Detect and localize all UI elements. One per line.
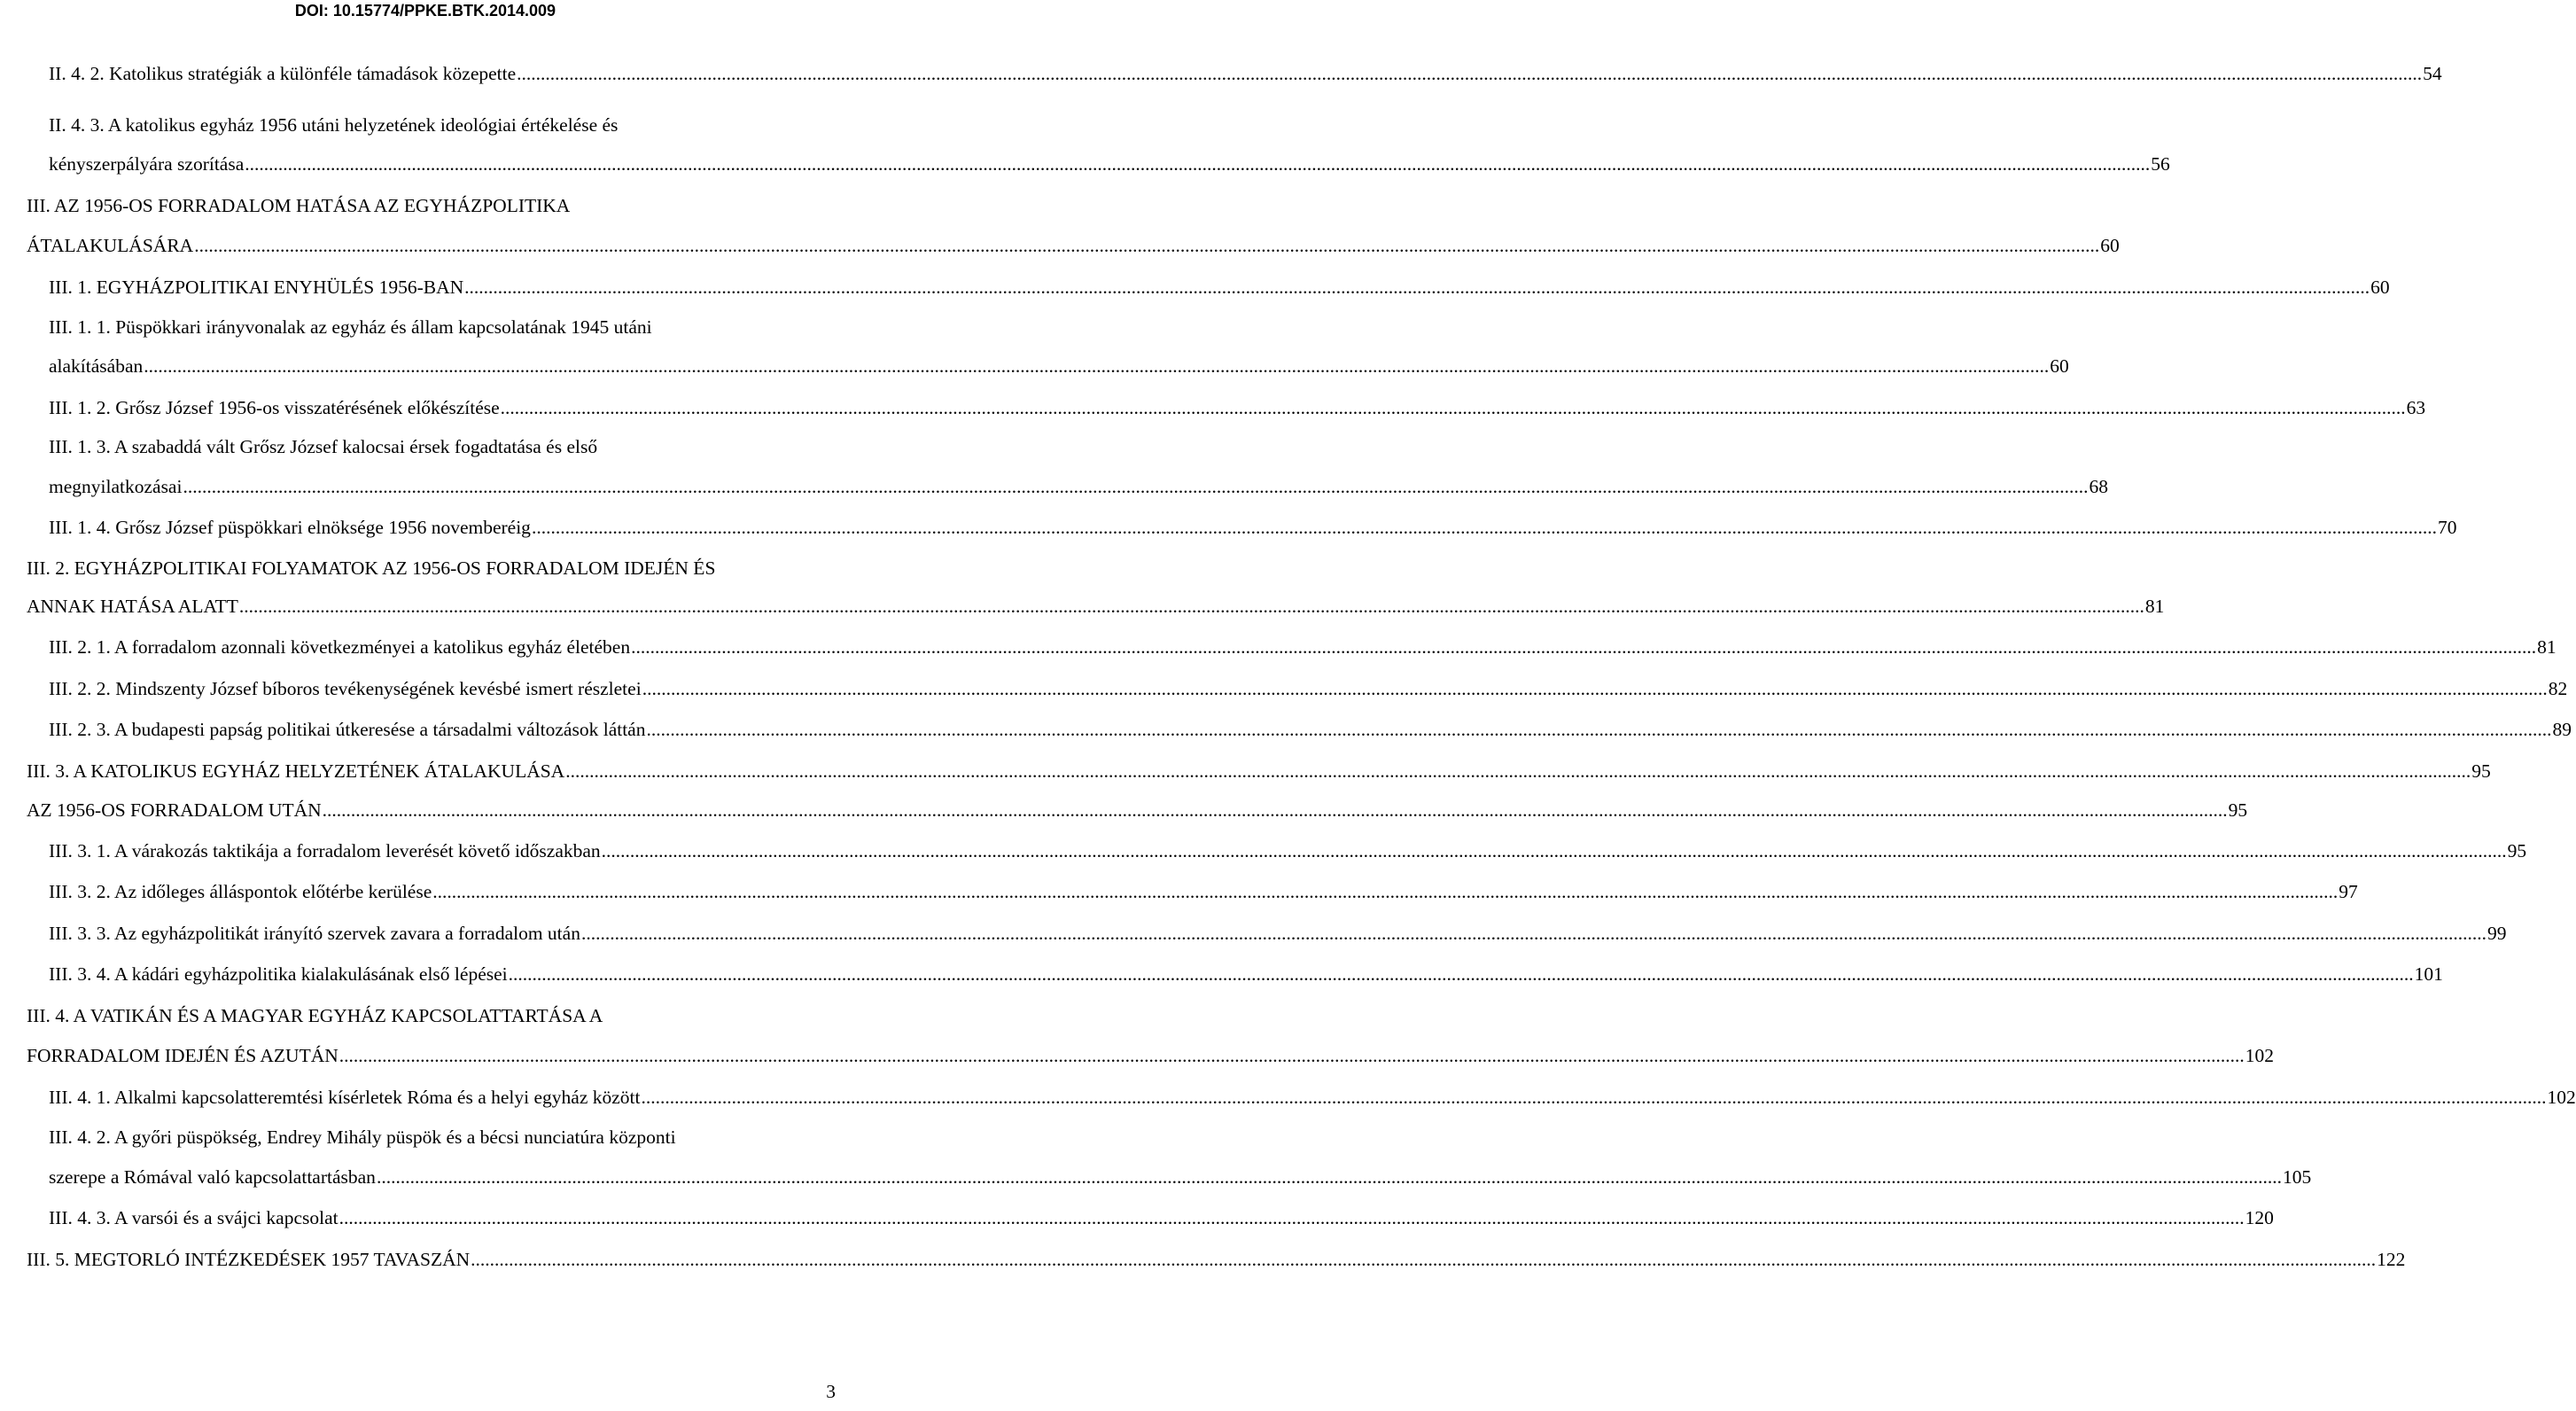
toc-entry-page: 95 <box>2507 840 2527 861</box>
toc-entry[interactable] <box>49 839 2527 862</box>
toc-entry[interactable] <box>27 595 2165 618</box>
toc-entry-title: III. 3. 3. Az egyházpolitikát irányító szervek zavara a forradalom után <box>49 923 580 944</box>
toc-entry[interactable] <box>27 760 2491 783</box>
toc-entry-page: 89 <box>2552 719 2572 740</box>
toc-entry-page: 102 <box>2245 1045 2275 1066</box>
toc-leader-dots: ................................................................................................................................................................................................................................................................................................................................................................................................................ <box>517 63 2423 84</box>
toc-entry[interactable] <box>27 1044 2275 1067</box>
toc-entry-title: alakításában <box>49 355 144 377</box>
toc-entry[interactable] <box>27 234 2120 257</box>
toc-leader-dots: ................................................................................................................................................................................................................................................................................................................................................................................................................ <box>194 235 2100 256</box>
toc-leader-dots: ................................................................................................................................................................................................................................................................................................................................................................................................................ <box>464 277 2370 298</box>
toc-entry-page: 81 <box>2144 596 2165 617</box>
toc-leader-dots: ................................................................................................................................................................................................................................................................................................................................................................................................................ <box>508 963 2414 985</box>
toc-entry-title: III. 2. 2. Mindszenty József bíboros tevékenységének kevésbé ismert részletei <box>49 678 642 699</box>
toc-entry-title: III. 3. 1. A várakozás taktikája a forradalom leverését követő időszakban <box>49 840 601 861</box>
toc-leader-dots: ................................................................................................................................................................................................................................................................................................................................................................................................................ <box>376 1166 2282 1188</box>
toc-entry-title: ÁTALAKULÁSÁRA <box>27 235 194 256</box>
doi-header: DOI: 10.15774/PPKE.BTK.2014.009 <box>294 2 556 19</box>
toc-entry-page: 60 <box>2370 277 2390 298</box>
toc-leader-dots: ................................................................................................................................................................................................................................................................................................................................................................................................................ <box>183 476 2089 497</box>
toc-entry-page: 56 <box>2151 153 2170 175</box>
toc-entry-page: 122 <box>2377 1249 2406 1270</box>
toc-entry-title: szerepe a Rómával való kapcsolattartásban <box>49 1166 376 1188</box>
toc-entry-page: 105 <box>2282 1166 2312 1188</box>
toc-entry[interactable] <box>49 1165 2312 1189</box>
toc-leader-dots: ................................................................................................................................................................................................................................................................................................................................................................................................................ <box>641 1087 2547 1108</box>
toc-entry[interactable] <box>49 62 2442 85</box>
toc-entry[interactable] <box>49 113 836 136</box>
toc-entry-title: III. 1. EGYHÁZPOLITIKAI ENYHÜLÉS 1956-BAN <box>49 277 464 298</box>
toc-entry[interactable] <box>49 475 2108 498</box>
toc-entry[interactable] <box>49 677 2568 700</box>
toc-entry[interactable] <box>27 1248 2406 1271</box>
toc-entry-title: FORRADALOM IDEJÉN ÉS AZUTÁN <box>27 1045 339 1066</box>
toc-entry-title: III. 2. 3. A budapesti papság politikai útkeresése a társadalmi változások láttán <box>49 719 646 740</box>
toc-entry-title: II. 4. 2. Katolikus stratégiák a különféle támadások közepette <box>49 63 517 84</box>
toc-entry-page: 70 <box>2437 517 2457 538</box>
toc-leader-dots: ................................................................................................................................................................................................................................................................................................................................................................................................................ <box>339 1045 2245 1066</box>
toc-entry-title: III. 3. 2. Az időleges álláspontok előtérbe kerülése <box>49 881 432 902</box>
toc-entry[interactable] <box>49 355 2069 378</box>
toc-entry[interactable] <box>49 922 2507 945</box>
toc-leader-dots: ................................................................................................................................................................................................................................................................................................................................................................................................................ <box>339 1207 2245 1228</box>
toc-entry-page: 120 <box>2245 1207 2274 1228</box>
toc-entry-page: 102 <box>2547 1087 2576 1108</box>
toc-entry-title: AZ 1956-OS FORRADALOM UTÁN <box>27 799 322 821</box>
toc-entry-title: III. 3. A KATOLIKUS EGYHÁZ HELYZETÉNEK ÁTALAKULÁSA <box>27 760 565 782</box>
toc-leader-dots: ................................................................................................................................................................................................................................................................................................................................................................................................................ <box>144 355 2050 377</box>
toc-entry-title: megnyilatkozásai <box>49 476 183 497</box>
toc-entry-title: III. 4. 3. A varsói és a svájci kapcsolat <box>49 1207 339 1228</box>
toc-entry[interactable] <box>49 152 2170 175</box>
toc-entry[interactable] <box>49 635 2557 659</box>
toc-entry-title: III. 4. A VATIKÁN ÉS A MAGYAR EGYHÁZ KAPCSOLATTARTÁSA A <box>27 1005 603 1026</box>
toc-entry[interactable] <box>49 435 836 458</box>
toc-entry-page: 97 <box>2339 881 2358 902</box>
toc-entry[interactable] <box>49 396 2426 419</box>
toc-entry-title: III. 4. 1. Alkalmi kapcsolatteremtési kísérletek Róma és a helyi egyház között <box>49 1087 641 1108</box>
toc-entry[interactable] <box>49 516 2457 539</box>
toc-leader-dots: ................................................................................................................................................................................................................................................................................................................................................................................................................ <box>601 840 2507 861</box>
toc-entry-page: 60 <box>2050 355 2069 377</box>
toc-entry-title: II. 4. 3. A katolikus egyház 1956 utáni helyzetének ideológiai értékelése és <box>49 114 619 136</box>
toc-entry-title: III. 2. EGYHÁZPOLITIKAI FOLYAMATOK AZ 1956-OS FORRADALOM IDEJÉN ÉS <box>27 557 716 579</box>
toc-entry-title: kényszerpályára szorítása <box>49 153 245 175</box>
toc-entry[interactable] <box>49 316 836 339</box>
toc-entry-title: III. 1. 1. Püspökkari irányvonalak az egyház és állam kapcsolatának 1945 utáni <box>49 316 652 338</box>
toc-leader-dots: ................................................................................................................................................................................................................................................................................................................................................................................................................ <box>631 636 2537 658</box>
toc-entry-page: 82 <box>2548 678 2568 699</box>
toc-entry-page: 99 <box>2487 923 2507 944</box>
toc-leader-dots: ................................................................................................................................................................................................................................................................................................................................................................................................................ <box>432 881 2339 902</box>
toc-entry-page: 68 <box>2089 476 2108 497</box>
toc-entry-page: 54 <box>2423 63 2442 84</box>
toc-entry[interactable] <box>49 718 2572 741</box>
toc-entry-page: 63 <box>2406 397 2426 418</box>
toc-entry-title: III. 4. 2. A győri püspökség, Endrey Mihály püspök és a bécsi nunciatúra központi <box>49 1126 676 1148</box>
toc-entry[interactable] <box>49 1206 2274 1229</box>
toc-entry-page: 81 <box>2537 636 2557 658</box>
toc-entry[interactable] <box>49 276 2390 299</box>
toc-entry-title: ANNAK HATÁSA ALATT <box>27 596 238 617</box>
toc-leader-dots: ................................................................................................................................................................................................................................................................................................................................................................................................................ <box>646 719 2552 740</box>
toc-entry[interactable] <box>27 194 836 217</box>
toc-leader-dots: ................................................................................................................................................................................................................................................................................................................................................................................................................ <box>471 1249 2377 1270</box>
toc-entry-title: III. 1. 3. A szabaddá vált Grősz József kalocsai érsek fogadtatása és első <box>49 436 598 457</box>
toc-entry-title: III. 3. 4. A kádári egyházpolitika kialakulásának első lépései <box>49 963 508 985</box>
toc-entry[interactable] <box>49 1086 2576 1109</box>
toc-entry-page: 101 <box>2414 963 2443 985</box>
toc-entry-page: 95 <box>2471 760 2491 782</box>
toc-leader-dots: ................................................................................................................................................................................................................................................................................................................................................................................................................ <box>245 153 2151 175</box>
toc-entry-title: III. 1. 2. Grősz József 1956-os visszatérésének előkészítése <box>49 397 500 418</box>
toc-entry[interactable] <box>49 880 2358 903</box>
toc-leader-dots: ................................................................................................................................................................................................................................................................................................................................................................................................................ <box>642 678 2548 699</box>
toc-leader-dots: ................................................................................................................................................................................................................................................................................................................................................................................................................ <box>565 760 2471 782</box>
toc-entry[interactable] <box>27 799 2248 822</box>
toc-entry-title: III. AZ 1956-OS FORRADALOM HATÁSA AZ EGYHÁZPOLITIKA <box>27 195 571 216</box>
toc-entry-title: III. 5. MEGTORLÓ INTÉZKEDÉSEK 1957 TAVASZÁN <box>27 1249 471 1270</box>
toc-entry-title: III. 2. 1. A forradalom azonnali következményei a katolikus egyház életében <box>49 636 631 658</box>
toc-entry[interactable] <box>27 557 836 580</box>
toc-entry[interactable] <box>27 1004 836 1027</box>
page-number: 3 <box>826 1381 836 1402</box>
toc-entry[interactable] <box>49 963 2443 986</box>
toc-leader-dots: ................................................................................................................................................................................................................................................................................................................................................................................................................ <box>238 596 2144 617</box>
toc-entry-title: III. 1. 4. Grősz József püspökkari elnöksége 1956 novemberéig <box>49 517 531 538</box>
toc-leader-dots: ................................................................................................................................................................................................................................................................................................................................................................................................................ <box>580 923 2487 944</box>
toc-leader-dots: ................................................................................................................................................................................................................................................................................................................................................................................................................ <box>322 799 2228 821</box>
toc-leader-dots: ................................................................................................................................................................................................................................................................................................................................................................................................................ <box>500 397 2406 418</box>
toc-entry[interactable] <box>49 1126 836 1149</box>
toc-entry-page: 60 <box>2100 235 2120 256</box>
toc-leader-dots: ................................................................................................................................................................................................................................................................................................................................................................................................................ <box>531 517 2437 538</box>
toc-entry-page: 95 <box>2228 799 2248 821</box>
